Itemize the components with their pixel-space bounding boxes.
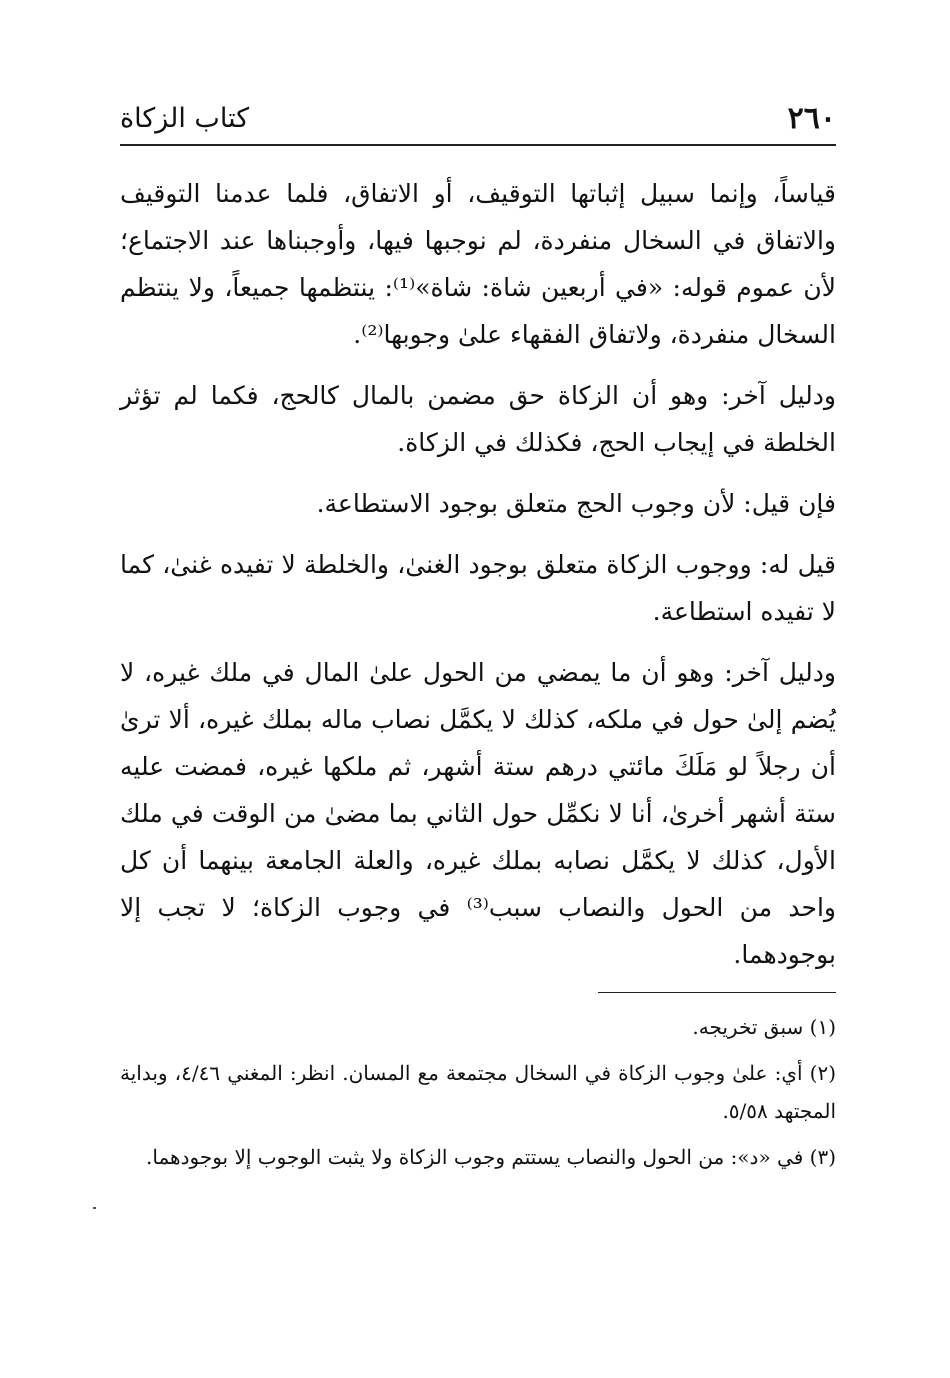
scan-speck — [93, 1207, 96, 1209]
paragraph: قياساً، وإنما سبيل إثباتها التوقيف، أو الاتفاق، فلما عدمنا التوقيف والاتفاق في السخال منفردة، لم نوجبها فيها، وأوجبناها عند الاجتماع؛ لأن عموم قوله: «في أربعين شاة: شاة»⁽¹⁾: ينتظمها جميعاً، ولا ينتظم السخال منفردة، ولاتفاق الفقهاء علىٰ وجوبها⁽²⁾. — [120, 179, 837, 349]
running-title: كتاب الزكاة — [120, 102, 250, 134]
paragraph: ودليل آخر: وهو أن الزكاة حق مضمن بالمال كالحج، فكما لم تؤثر الخلطة في إيجاب الحج، فكذلك في الزكاة. — [120, 381, 836, 457]
main-text — [120, 170, 836, 992]
footnote: (٣) في «د»: من الحول والنصاب يستتم وجوب الزكاة ولا يثبت الوجوب إلا بوجودهما. — [146, 1145, 836, 1169]
page-header — [120, 92, 836, 146]
page-number: ٢٦٠ — [787, 100, 836, 136]
footnote: (٢) أي: علىٰ وجوب الزكاة في السخال مجتمعة مع المسان. انظر: المغني ٤/٤٦، وبداية المجتهد ٥/٥٨. — [120, 1061, 836, 1123]
paragraph: ودليل آخر: وهو أن ما يمضي من الحول علىٰ المال في ملك غيره، لا يُضم إلىٰ حول في ملكه، كذلك لا يكمَّل نصاب ماله بملك غيره، ألا ترىٰ أن رجلاً لو مَلَكَ مائتي درهم ستة أشهر، ثم ملكها غيره، فمضت عليه ستة أشهر أخرىٰ، أنا لا نكمِّل حول الثاني بما مضىٰ من الوقت في ملك الأول، كذلك لا يكمَّل نصابه بملك غيره، والعلة الجامعة بينهما أن كل واحد من الحول والنصاب سبب⁽³⁾ في وجوب الزكاة؛ لا تجب إلا بوجودهما. — [120, 658, 836, 969]
paragraph: فإن قيل: لأن وجوب الحج متعلق بوجود الاستطاعة. — [316, 489, 836, 518]
footnotes — [120, 1008, 836, 1184]
paragraph: قيل له: ووجوب الزكاة متعلق بوجود الغنىٰ، والخلطة لا تفيده غنىٰ، كما لا تفيده استطاعة. — [120, 550, 836, 626]
footnote-separator — [598, 992, 836, 993]
footnote: (١) سبق تخريجه. — [692, 1015, 836, 1039]
